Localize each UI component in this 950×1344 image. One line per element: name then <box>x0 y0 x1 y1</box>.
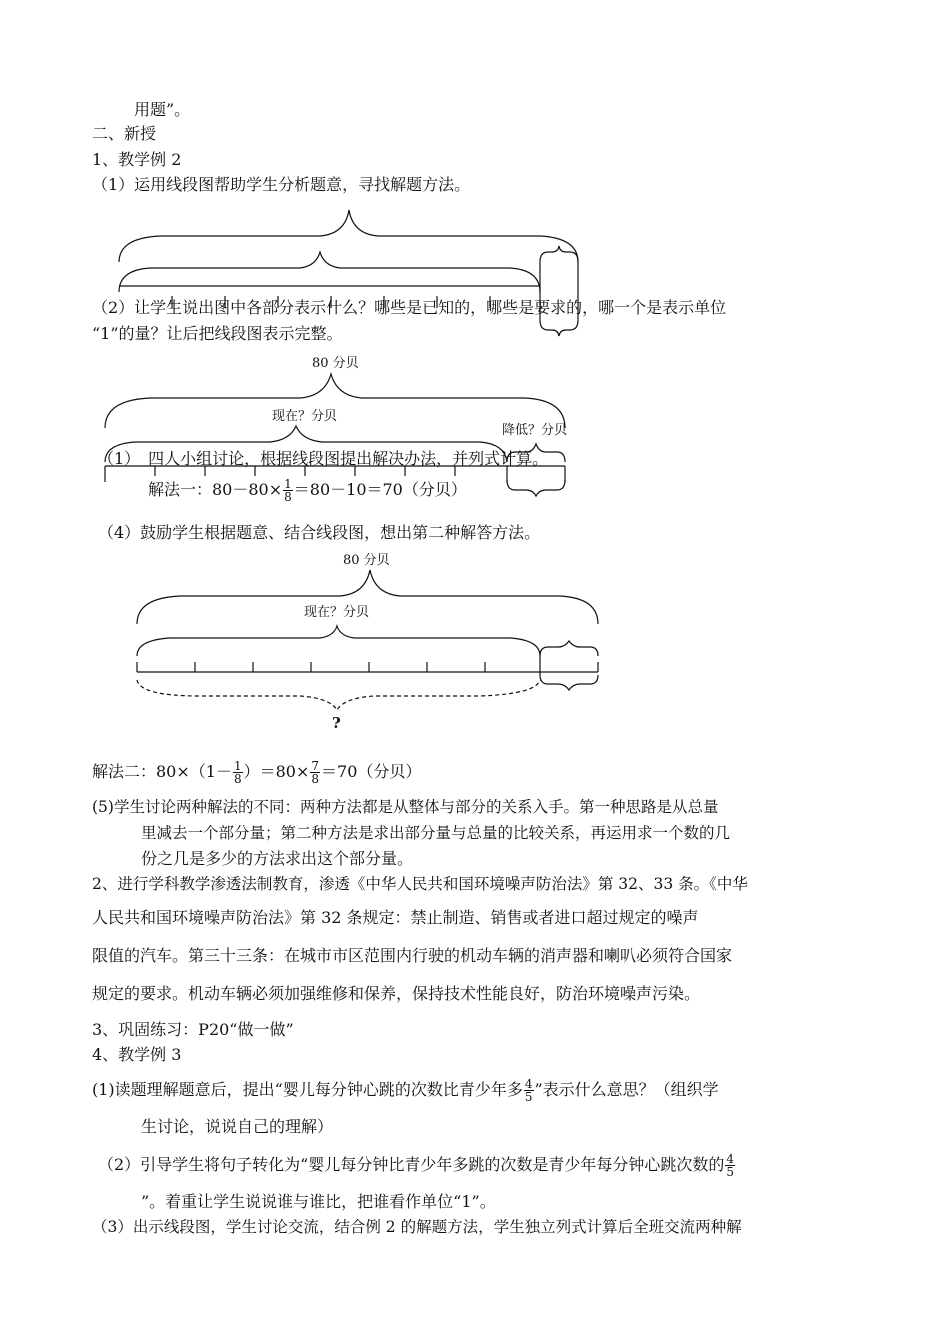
text-line: 用题”。 <box>134 100 191 119</box>
formula-text: ＝80－10＝70（分贝） <box>293 480 467 499</box>
text-line: （4）鼓励学生根据题意、结合线段图，想出第二种解答方法。 <box>98 523 541 542</box>
text-line: ”。着重让学生说说谁与谁比，把谁看作单位“1”。 <box>141 1192 496 1211</box>
text-segment: （2）引导学生将句子转化为“婴儿每分钟比青少年多跳的次数是青少年每分钟心跳次数的 <box>98 1155 725 1174</box>
diagram-label-total: 80 分贝 <box>343 553 390 568</box>
text-line: （2）让学生说出图中各部分表示什么？哪些是已知的，哪些是要求的，哪一个是表示单位 <box>92 298 727 317</box>
diagram-label-now: 现在？分贝 <box>304 605 370 620</box>
text-line: 3、巩固练习：P20“做一做” <box>92 1020 294 1039</box>
text-line: （3）出示线段图，学生讨论交流，结合例 2 的解题方法，学生独立列式计算后全班交流两种解 <box>92 1218 742 1236</box>
diagram-label-reduce: 降低？分贝 <box>502 423 568 438</box>
text-line: （1）运用线段图帮助学生分析题意，寻找解题方法。 <box>92 175 471 194</box>
diagram-label-now: 现在？分贝 <box>272 409 338 424</box>
text-segment: ”表示什么意思？（组织学 <box>534 1080 719 1099</box>
section-heading: 二、新授 <box>92 124 157 143</box>
fraction-numerator: 7 <box>311 759 320 773</box>
fraction-denominator: 8 <box>311 772 320 786</box>
fraction-numerator: 1 <box>233 759 242 773</box>
fraction <box>310 760 320 785</box>
text-line: “1”的量？让后把线段图表示完整。 <box>92 324 343 343</box>
fraction-numerator: 1 <box>284 477 292 491</box>
text-line: 规定的要求。机动车辆必须加强维修和保养，保持技术性能良好，防治环境噪声污染。 <box>92 984 701 1003</box>
diagram-label-total: 80 分贝 <box>312 356 359 371</box>
text-line: 限值的汽车。第三十三条：在城市市区范围内行驶的机动车辆的消声器和喇叭必须符合国家 <box>92 946 733 965</box>
fraction-denominator: 8 <box>284 490 292 504</box>
text-line <box>92 1078 719 1103</box>
subsection-heading: 1、教学例 2 <box>92 150 182 169</box>
formula-text: ）＝80× <box>243 762 310 781</box>
fraction <box>233 760 243 785</box>
text-segment: (1)读题理解题意后，提出“婴儿每分钟心跳的次数比青少年多 <box>92 1080 523 1099</box>
fraction-numerator: 4 <box>726 1152 735 1166</box>
fraction-denominator: 8 <box>233 772 242 786</box>
subsection-heading: 4、教学例 3 <box>92 1045 182 1064</box>
text-line: (5)学生讨论两种解法的不同：两种方法都是从整体与部分的关系入手。第一种思路是从总量 <box>92 798 719 816</box>
text-line: 份之几是多少的方法求出这个部分量。 <box>141 849 414 868</box>
fraction-denominator: 5 <box>726 1165 735 1179</box>
fraction-numerator: 4 <box>524 1077 533 1091</box>
solution-two <box>92 760 421 785</box>
diagram-label-unknown: ? <box>332 714 341 732</box>
formula-text: ＝70（分贝） <box>321 762 422 781</box>
text-line <box>98 1153 736 1178</box>
fraction <box>725 1153 735 1178</box>
text-line: 生讨论，说说自己的理解） <box>141 1117 334 1136</box>
fraction-denominator: 5 <box>524 1090 533 1104</box>
text-line: 人民共和国环境噪声防治法》第 32 条规定：禁止制造、销售或者进口超过规定的噪声 <box>92 908 699 927</box>
fraction <box>524 1078 534 1103</box>
text-line: 2、进行学科教学渗透法制教育，渗透《中华人民共和国环境噪声防治法》第 32、33 条。《中华 <box>92 875 748 893</box>
formula-text: 解法一：80－80× <box>148 480 283 499</box>
formula-text: 解法二：80×（1－ <box>92 762 232 781</box>
text-line: （1） 四人小组讨论，根据线段图提出解决办法，并列式计算。 <box>98 449 549 468</box>
text-line: 里减去一个部分量；第二种方法是求出部分量与总量的比较关系，再运用求一个数的几 <box>141 824 731 842</box>
